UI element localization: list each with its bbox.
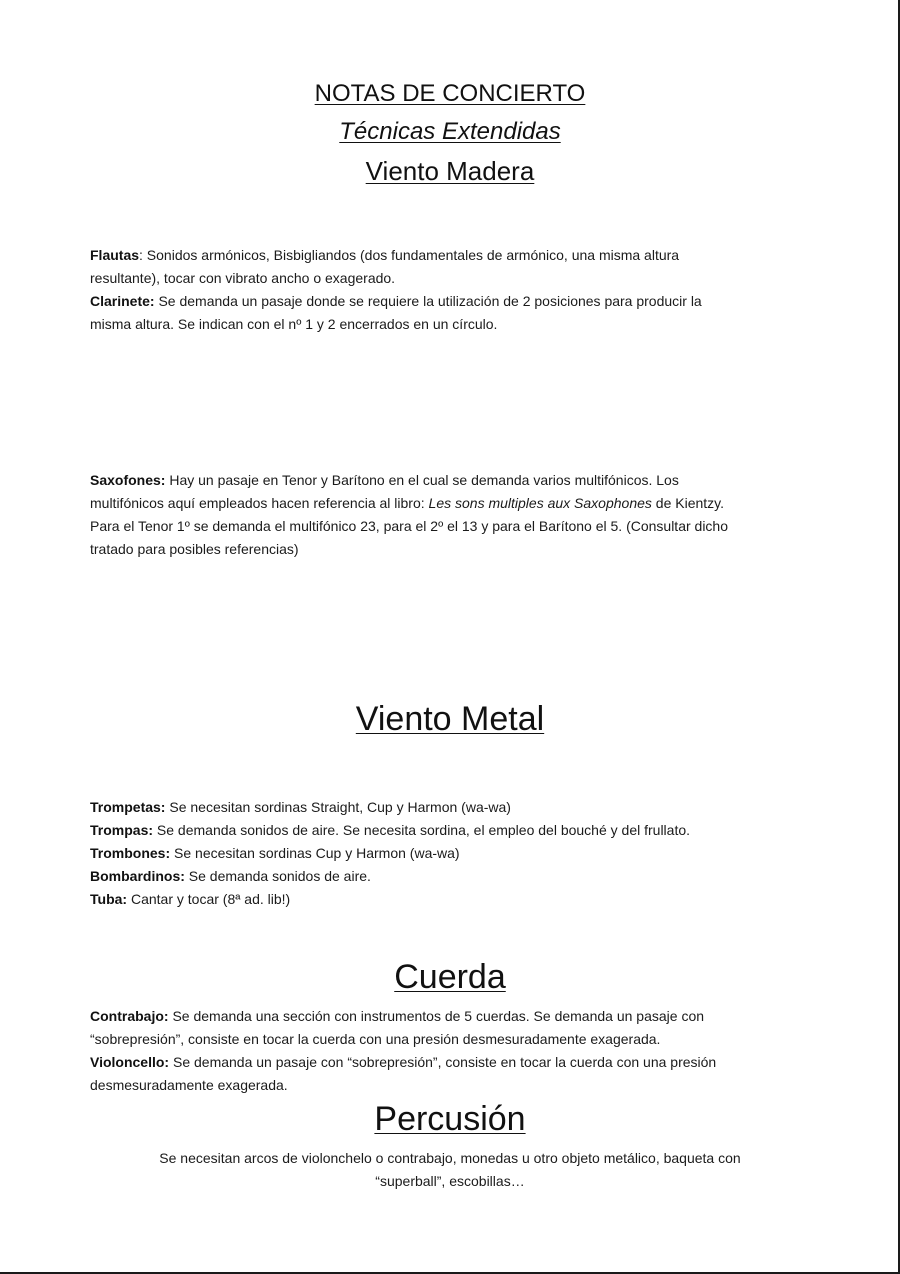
metal-item: Bombardinos: Se demanda sonidos de aire.: [90, 868, 371, 884]
paragraph-flautas-clarinete: [90, 244, 815, 336]
percusion-line-2: “superball”, escobillas…: [375, 1173, 525, 1189]
saxofones-label: Saxofones:: [90, 472, 166, 488]
document-title: NOTAS DE CONCIERTO: [314, 80, 586, 107]
book-title: Les sons multiples aux Saxophones: [428, 495, 652, 511]
section-heading-viento-metal: Viento Metal: [355, 700, 545, 738]
flautas-label: Flautas: [90, 247, 140, 263]
contrabajo-label: Contrabajo:: [90, 1008, 169, 1024]
saxofones-line-1: Saxofones: Hay un pasaje en Tenor y Barítono en el cual se demanda varios multifónicos. Los: [90, 472, 679, 488]
section-heading-viento-madera: Viento Madera: [365, 156, 535, 186]
contrabajo-line-2: “sobrepresión”, consiste en tocar la cuerda con una presión desmesuradamente exagerada.: [90, 1031, 661, 1047]
violoncello-label: Violoncello:: [90, 1054, 170, 1070]
paragraph-percusion: [90, 1147, 810, 1193]
clarinete-label: Clarinete:: [90, 293, 155, 309]
section-heading-percusion: Percusión: [374, 1100, 526, 1138]
flautas-line-1: Flautas: Sonidos armónicos, Bisbigliandos (dos fundamentales de armónico, una misma altura: [90, 247, 680, 263]
metal-item: Trompas: Se demanda sonidos de aire. Se necesita sordina, el empleo del bouché y del frullato.: [90, 822, 691, 838]
clarinete-line-2: misma altura. Se indican con el nº 1 y 2 encerrados en un círculo.: [90, 316, 498, 332]
metal-item: Tuba: Cantar y tocar (8ª ad. lib!): [90, 891, 291, 907]
violoncello-line-1: Violoncello: Se demanda un pasaje con “sobrepresión”, consiste en tocar la cuerda con una presión: [90, 1054, 717, 1070]
violoncello-line-2: desmesuradamente exagerada.: [90, 1077, 288, 1093]
saxofones-line-4: tratado para posibles referencias): [90, 541, 299, 557]
saxofones-line-2: multifónicos aquí empleados hacen referencia al libro: Les sons multiples aux Saxophones de Kientzy.: [90, 495, 725, 511]
saxofones-line-3: Para el Tenor 1º se demanda el multifónico 23, para el 2º el 13 y para el Barítono el 5. (Consultar dicho: [90, 518, 729, 534]
clarinete-line-1: Clarinete: Se demanda un pasaje donde se requiere la utilización de 2 posiciones para producir la: [90, 293, 702, 309]
metal-item: Trompetas: Se necesitan sordinas Straight, Cup y Harmon (wa-wa): [90, 799, 511, 815]
paragraph-saxofones: [90, 469, 815, 561]
contrabajo-line-1: Contrabajo: Se demanda una sección con instrumentos de 5 cuerdas. Se demanda un pasaje con: [90, 1008, 705, 1024]
paragraph-viento-metal: [90, 796, 815, 911]
section-heading-cuerda: Cuerda: [394, 958, 506, 996]
document-subtitle: Técnicas Extendidas: [339, 118, 561, 145]
flautas-line-2: resultante), tocar con vibrato ancho o exagerado.: [90, 270, 396, 286]
metal-item: Trombones: Se necesitan sordinas Cup y Harmon (wa-wa): [90, 845, 460, 861]
percusion-line-1: Se necesitan arcos de violonchelo o contrabajo, monedas u otro objeto metálico, baqueta con: [159, 1150, 741, 1166]
paragraph-cuerda: [90, 1005, 815, 1097]
